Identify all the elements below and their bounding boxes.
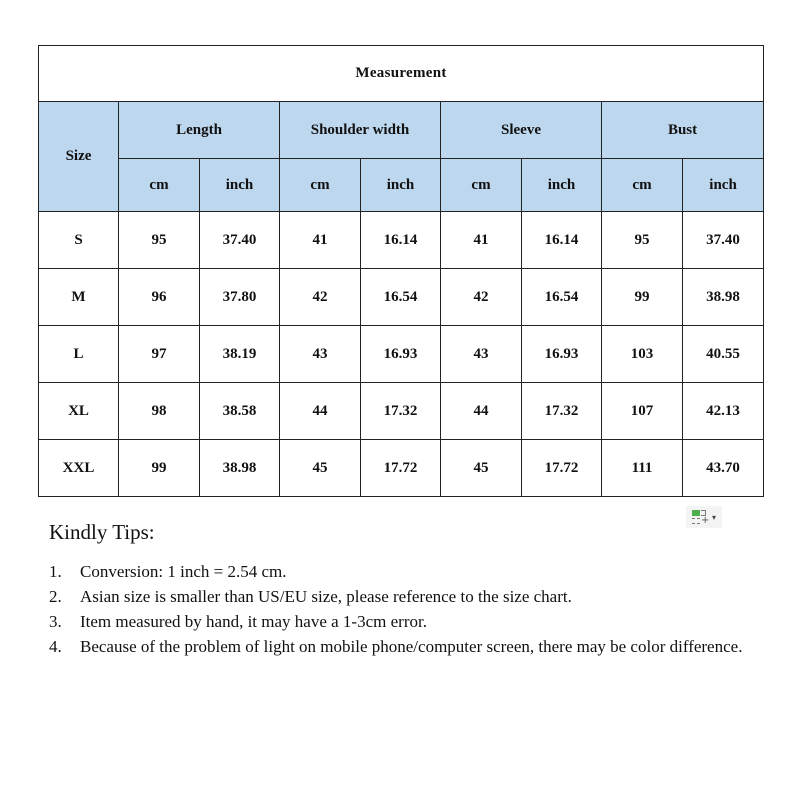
- data-cell: 38.58: [200, 383, 280, 440]
- group-header-bust: Bust: [602, 102, 764, 159]
- group-header-length: Length: [119, 102, 280, 159]
- data-cell: 41: [280, 212, 361, 269]
- data-cell: 43: [280, 326, 361, 383]
- list-number: 3.: [49, 612, 62, 631]
- data-cell: 16.14: [361, 212, 441, 269]
- data-cell: 16.93: [361, 326, 441, 383]
- unit-header: inch: [200, 159, 280, 212]
- data-cell: 43: [441, 326, 522, 383]
- data-cell: 37.80: [200, 269, 280, 326]
- data-cell: 38.98: [200, 440, 280, 497]
- data-cell: 37.40: [200, 212, 280, 269]
- data-cell: 42: [441, 269, 522, 326]
- size-column-header: Size: [39, 102, 119, 212]
- group-header-sleeve: Sleeve: [441, 102, 602, 159]
- size-cell: S: [39, 212, 119, 269]
- data-cell: 95: [119, 212, 200, 269]
- data-cell: 98: [119, 383, 200, 440]
- data-cell: 95: [602, 212, 683, 269]
- chevron-down-icon: ▾: [711, 512, 716, 522]
- data-cell: 17.32: [522, 383, 602, 440]
- data-cell: 17.72: [522, 440, 602, 497]
- data-cell: 42: [280, 269, 361, 326]
- list-item: [49, 609, 759, 634]
- list-number: 1.: [49, 562, 62, 581]
- data-cell: 103: [602, 326, 683, 383]
- list-item: [49, 634, 759, 659]
- size-cell: M: [39, 269, 119, 326]
- tip-text: Conversion: 1 inch = 2.54 cm.: [80, 562, 287, 581]
- data-cell: 17.72: [361, 440, 441, 497]
- table-row-xxl: [39, 440, 764, 497]
- unit-header: inch: [361, 159, 441, 212]
- size-chart-table: [38, 45, 764, 497]
- unit-header: inch: [522, 159, 602, 212]
- data-cell: 99: [602, 269, 683, 326]
- data-cell: 111: [602, 440, 683, 497]
- data-cell: 45: [441, 440, 522, 497]
- size-cell: XL: [39, 383, 119, 440]
- unit-header: cm: [602, 159, 683, 212]
- table-title: Measurement: [39, 46, 764, 102]
- data-cell: 37.40: [683, 212, 764, 269]
- data-cell: 44: [441, 383, 522, 440]
- data-cell: 40.55: [683, 326, 764, 383]
- data-cell: 42.13: [683, 383, 764, 440]
- data-cell: 16.14: [522, 212, 602, 269]
- size-cell: L: [39, 326, 119, 383]
- tip-text: Item measured by hand, it may have a 1-3cm error.: [80, 612, 427, 631]
- data-cell: 16.54: [361, 269, 441, 326]
- data-cell: 96: [119, 269, 200, 326]
- data-cell: 16.54: [522, 269, 602, 326]
- unit-header: cm: [280, 159, 361, 212]
- tips-list: [49, 559, 759, 659]
- list-item: [49, 584, 759, 609]
- table-row-xl: [39, 383, 764, 440]
- tips-title: Kindly Tips:: [49, 520, 155, 544]
- data-cell: 97: [119, 326, 200, 383]
- tip-text: Because of the problem of light on mobile phone/computer screen, there may be color difference.: [80, 637, 743, 656]
- size-cell: XXL: [39, 440, 119, 497]
- data-cell: 38.19: [200, 326, 280, 383]
- paste-options-icon: +: [692, 509, 708, 525]
- data-cell: 45: [280, 440, 361, 497]
- list-number: 2.: [49, 587, 62, 606]
- tip-text: Asian size is smaller than US/EU size, please reference to the size chart.: [80, 587, 572, 606]
- data-cell: 38.98: [683, 269, 764, 326]
- kindly-tips: [49, 520, 759, 659]
- data-cell: 44: [280, 383, 361, 440]
- group-header-shoulder-width: Shoulder width: [280, 102, 441, 159]
- data-cell: 16.93: [522, 326, 602, 383]
- data-cell: 43.70: [683, 440, 764, 497]
- data-cell: 99: [119, 440, 200, 497]
- table-row-l: [39, 326, 764, 383]
- measurement-sheet: [38, 45, 763, 497]
- data-cell: 41: [441, 212, 522, 269]
- unit-header: cm: [441, 159, 522, 212]
- data-cell: 17.32: [361, 383, 441, 440]
- data-cell: 107: [602, 383, 683, 440]
- table-row-m: [39, 269, 764, 326]
- unit-header: cm: [119, 159, 200, 212]
- list-number: 4.: [49, 637, 62, 656]
- table-row-s: [39, 212, 764, 269]
- list-item: [49, 559, 759, 584]
- unit-header: inch: [683, 159, 764, 212]
